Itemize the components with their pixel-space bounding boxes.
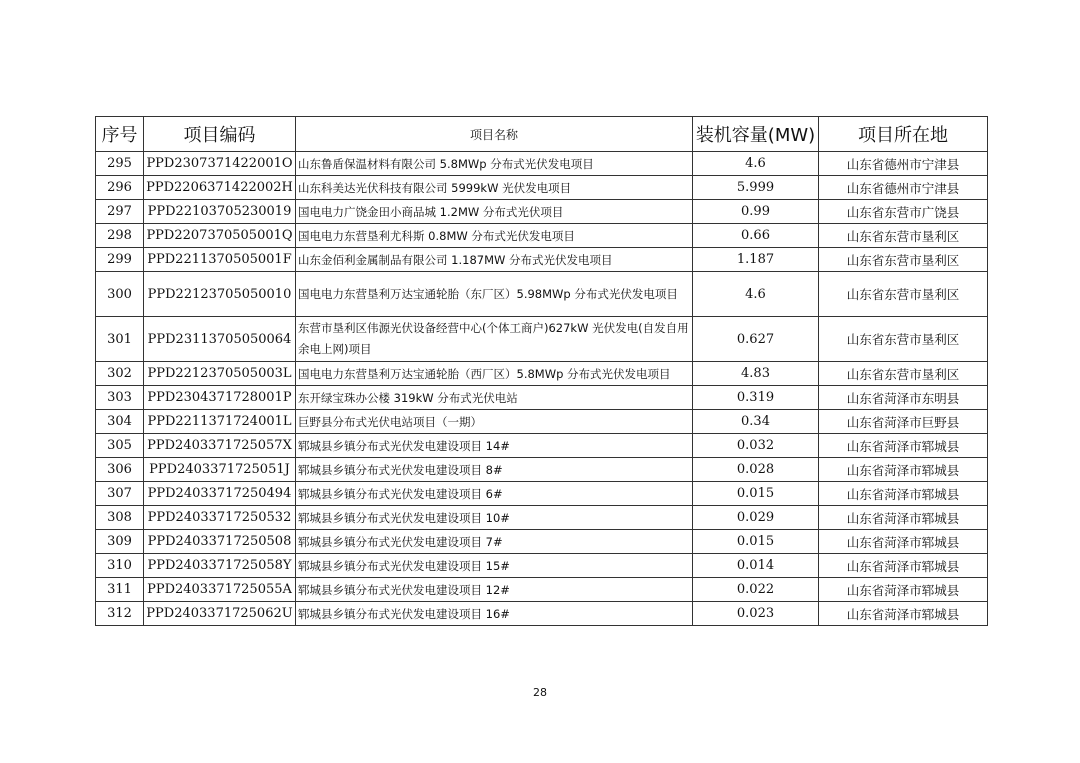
header-code: 项目编码 xyxy=(144,117,296,152)
cell-code: PPD22103705230019 xyxy=(144,200,296,224)
cell-location: 山东省菏泽市东明县 xyxy=(819,386,988,410)
cell-location: 山东省东营市垦利区 xyxy=(819,317,988,362)
table-row xyxy=(96,530,988,554)
cell-capacity: 4.83 xyxy=(693,362,819,386)
page-number: 28 xyxy=(533,686,547,699)
cell-code: PPD2304371728001P xyxy=(144,386,296,410)
cell-location: 山东省菏泽市郓城县 xyxy=(819,602,988,626)
table-row xyxy=(96,224,988,248)
cell-name: 山东科美达光伏科技有限公司 5999kW 光伏发电项目 xyxy=(296,176,693,200)
table-row xyxy=(96,410,988,434)
table-row xyxy=(96,176,988,200)
cell-index: 297 xyxy=(96,200,144,224)
table-row xyxy=(96,248,988,272)
cell-capacity: 0.319 xyxy=(693,386,819,410)
cell-code: PPD2207370505001Q xyxy=(144,224,296,248)
cell-location: 山东省德州市宁津县 xyxy=(819,152,988,176)
cell-name: 国电电力东营垦利万达宝通轮胎（西厂区）5.8MWp 分布式光伏发电项目 xyxy=(296,362,693,386)
cell-name: 东开绿宝珠办公楼 319kW 分布式光伏电站 xyxy=(296,386,693,410)
cell-capacity: 0.627 xyxy=(693,317,819,362)
table-row xyxy=(96,272,988,317)
cell-code: PPD2212370505003L xyxy=(144,362,296,386)
header-capacity: 装机容量(MW) xyxy=(693,117,819,152)
cell-code: PPD2403371725057X xyxy=(144,434,296,458)
cell-name: 国电电力广饶金田小商品城 1.2MW 分布式光伏项目 xyxy=(296,200,693,224)
table-row xyxy=(96,152,988,176)
cell-location: 山东省菏泽市郓城县 xyxy=(819,578,988,602)
table-row xyxy=(96,578,988,602)
header-location: 项目所在地 xyxy=(819,117,988,152)
cell-capacity: 0.023 xyxy=(693,602,819,626)
cell-index: 302 xyxy=(96,362,144,386)
cell-name: 郓城县乡镇分布式光伏发电建设项目 14# xyxy=(296,434,693,458)
cell-index: 308 xyxy=(96,506,144,530)
cell-name: 巨野县分布式光伏电站项目（一期） xyxy=(296,410,693,434)
cell-index: 305 xyxy=(96,434,144,458)
cell-location: 山东省东营市垦利区 xyxy=(819,272,988,317)
cell-capacity: 0.029 xyxy=(693,506,819,530)
cell-index: 299 xyxy=(96,248,144,272)
cell-name: 郓城县乡镇分布式光伏发电建设项目 7# xyxy=(296,530,693,554)
cell-capacity: 4.6 xyxy=(693,152,819,176)
cell-code: PPD2403371725051J xyxy=(144,458,296,482)
table-row xyxy=(96,386,988,410)
cell-code: PPD24033717250494 xyxy=(144,482,296,506)
table-row xyxy=(96,200,988,224)
cell-index: 300 xyxy=(96,272,144,317)
cell-location: 山东省东营市广饶县 xyxy=(819,200,988,224)
cell-code: PPD24033717250532 xyxy=(144,506,296,530)
cell-index: 312 xyxy=(96,602,144,626)
cell-location: 山东省菏泽市郓城县 xyxy=(819,506,988,530)
table-body xyxy=(96,152,988,626)
cell-capacity: 0.66 xyxy=(693,224,819,248)
cell-name: 郓城县乡镇分布式光伏发电建设项目 15# xyxy=(296,554,693,578)
cell-index: 307 xyxy=(96,482,144,506)
cell-code: PPD24033717250508 xyxy=(144,530,296,554)
header-name: 项目名称 xyxy=(296,117,693,152)
cell-capacity: 4.6 xyxy=(693,272,819,317)
cell-code: PPD22123705050010 xyxy=(144,272,296,317)
cell-index: 311 xyxy=(96,578,144,602)
cell-name: 国电电力东营垦利尤科斯 0.8MW 分布式光伏发电项目 xyxy=(296,224,693,248)
cell-code: PPD2211371724001L xyxy=(144,410,296,434)
cell-location: 山东省菏泽市巨野县 xyxy=(819,410,988,434)
cell-name: 山东金佰利金属制品有限公司 1.187MW 分布式光伏发电项目 xyxy=(296,248,693,272)
table-row xyxy=(96,602,988,626)
cell-name: 国电电力东营垦利万达宝通轮胎（东厂区）5.98MWp 分布式光伏发电项目 xyxy=(296,272,693,317)
cell-location: 山东省东营市垦利区 xyxy=(819,248,988,272)
cell-index: 310 xyxy=(96,554,144,578)
header-index: 序号 xyxy=(96,117,144,152)
table-header-row xyxy=(96,117,988,152)
cell-index: 295 xyxy=(96,152,144,176)
cell-code: PPD2307371422001O xyxy=(144,152,296,176)
cell-index: 304 xyxy=(96,410,144,434)
cell-capacity: 0.028 xyxy=(693,458,819,482)
cell-code: PPD2403371725055A xyxy=(144,578,296,602)
cell-index: 306 xyxy=(96,458,144,482)
cell-name: 郓城县乡镇分布式光伏发电建设项目 12# xyxy=(296,578,693,602)
cell-capacity: 0.015 xyxy=(693,530,819,554)
cell-location: 山东省东营市垦利区 xyxy=(819,362,988,386)
cell-capacity: 0.032 xyxy=(693,434,819,458)
cell-code: PPD2206371422002H xyxy=(144,176,296,200)
cell-index: 296 xyxy=(96,176,144,200)
cell-name: 郓城县乡镇分布式光伏发电建设项目 6# xyxy=(296,482,693,506)
table-row xyxy=(96,434,988,458)
cell-location: 山东省德州市宁津县 xyxy=(819,176,988,200)
cell-capacity: 0.99 xyxy=(693,200,819,224)
table-row xyxy=(96,362,988,386)
cell-name: 郓城县乡镇分布式光伏发电建设项目 16# xyxy=(296,602,693,626)
cell-capacity: 5.999 xyxy=(693,176,819,200)
cell-name: 东营市垦利区伟源光伏设备经营中心(个体工商户)627kW 光伏发电(自发自用余电上网)项目 xyxy=(296,317,693,362)
table-row xyxy=(96,506,988,530)
cell-name: 郓城县乡镇分布式光伏发电建设项目 10# xyxy=(296,506,693,530)
cell-location: 山东省东营市垦利区 xyxy=(819,224,988,248)
cell-location: 山东省菏泽市郓城县 xyxy=(819,458,988,482)
cell-capacity: 0.015 xyxy=(693,482,819,506)
cell-index: 301 xyxy=(96,317,144,362)
cell-code: PPD2211370505001F xyxy=(144,248,296,272)
cell-index: 298 xyxy=(96,224,144,248)
cell-location: 山东省菏泽市郓城县 xyxy=(819,482,988,506)
table-row xyxy=(96,458,988,482)
cell-capacity: 0.022 xyxy=(693,578,819,602)
cell-code: PPD2403371725062U xyxy=(144,602,296,626)
table-row xyxy=(96,317,988,362)
cell-name: 山东鲁盾保温材料有限公司 5.8MWp 分布式光伏发电项目 xyxy=(296,152,693,176)
cell-index: 309 xyxy=(96,530,144,554)
cell-capacity: 0.34 xyxy=(693,410,819,434)
cell-location: 山东省菏泽市郓城县 xyxy=(819,434,988,458)
cell-name: 郓城县乡镇分布式光伏发电建设项目 8# xyxy=(296,458,693,482)
table-row xyxy=(96,554,988,578)
cell-index: 303 xyxy=(96,386,144,410)
cell-location: 山东省菏泽市郓城县 xyxy=(819,530,988,554)
cell-location: 山东省菏泽市郓城县 xyxy=(819,554,988,578)
cell-code: PPD23113705050064 xyxy=(144,317,296,362)
table-row xyxy=(96,482,988,506)
cell-code: PPD2403371725058Y xyxy=(144,554,296,578)
cell-capacity: 1.187 xyxy=(693,248,819,272)
project-table xyxy=(95,116,988,626)
cell-capacity: 0.014 xyxy=(693,554,819,578)
